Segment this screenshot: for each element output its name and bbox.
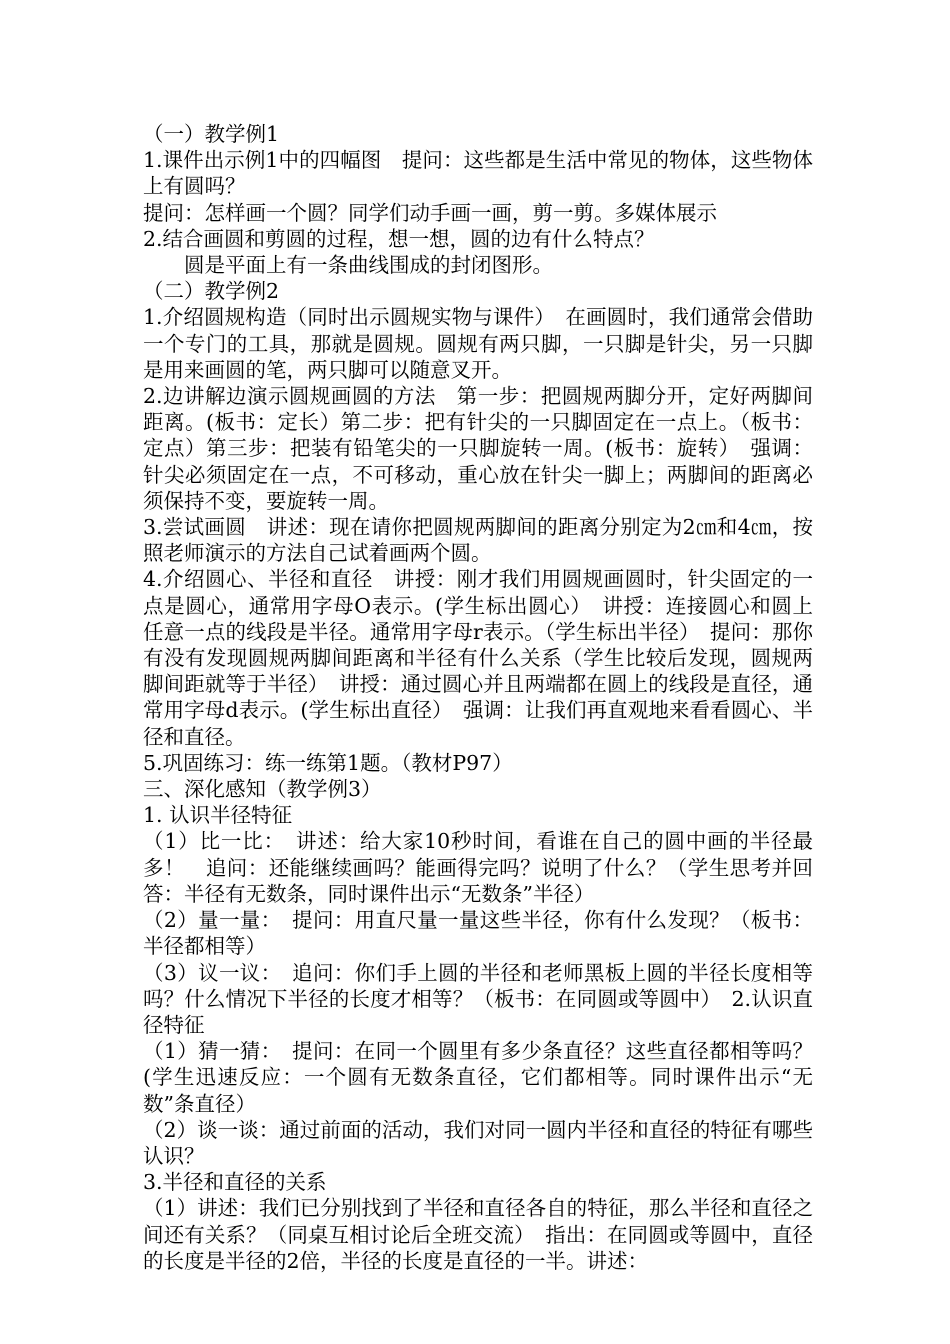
paragraph-center-radius-diameter: 4.介绍圆心、半径和直径 讲授：刚才我们用圆规画圆时，针尖固定的一点是圆心，通常用字母O表示。(学生标出圆心） 讲授：连接圆心和圆上任意一点的线段是半径。通常用字母r表示。（学生标出半径） 提问：那你有没有发现圆规两脚间距离和半径有什么关系（学生比较后发现，圆规两脚间距就等于半径） 讲授：通过圆心并且两端都在圆上的线段是直径，通常用字母d表示。(学生标出直径） 强调：让我们再直观地来看看圆心、半径和直径。 [143, 567, 813, 749]
paragraph-talk: （2）谈一谈：通过前面的活动，我们对同一圆内半径和直径的特征有哪些认识？ [143, 1117, 813, 1168]
paragraph-practice: 5.巩固练习：练一练第1题。（教材P97） [143, 750, 513, 775]
paragraph-relation-explanation: （1）讲述：我们已分别找到了半径和直径各自的特征，那么半径和直径之间还有关系？（同桌互相讨论后全班交流） 指出：在同圆或等圆中，直径的长度是半径的2倍，半径的长度是直径的一半。讲述： [143, 1196, 813, 1273]
paragraph-draw-circle-question: 提问：怎样画一个圆？同学们动手画一画，剪一剪。多媒体展示 [143, 200, 717, 225]
paragraph-compass-method: 2.边讲解边演示圆规画圆的方法 第一步：把圆规两脚分开，定好两脚间距离。(板书：定长）第二步：把有针尖的一只脚固定在一点上。（板书：定点）第三步：把装有铅笔尖的一只脚旋转一周。(板书：旋转） 强调：针尖必须固定在一点，不可移动，重心放在针尖一脚上；两脚间的距离必须保持不变，要旋转一周。 [143, 384, 813, 513]
paragraph-compare: （1）比一比： 讲述：给大家10秒时间，看谁在自己的圆中画的半径最多！ 追问：还能继续画吗？能画得完吗？说明了什么？（学生思考并回答：半径有无数条，同时课件出示“无数条”半径） [143, 829, 813, 906]
heading-radius-features: 1. 认识半径特征 [143, 803, 293, 828]
paragraph-discuss: （3）议一议： 追问：你们手上圆的半径和老师黑板上圆的半径长度相等吗？什么情况下半径的长度才相等？（板书：在同圆或等圆中） 2.认识直径特征 [143, 960, 813, 1037]
paragraph-circle-definition: 圆是平面上有一条曲线围成的封闭图形。 [143, 253, 553, 278]
document-body [143, 121, 813, 1274]
paragraph-guess: （1）猜一猜： 提问：在同一个圆里有多少条直径？这些直径都相等吗？(学生迅速反应：一个圆有无数条直径，它们都相等。同时课件出示“无数”条直径） [143, 1039, 813, 1116]
paragraph-circle-edge-question: 2.结合画圆和剪圆的过程，想一想，圆的边有什么特点？ [143, 226, 655, 251]
heading-example-2: （二）教学例2 [143, 279, 280, 304]
heading-radius-diameter-relation: 3.半径和直径的关系 [143, 1170, 327, 1195]
heading-example-1: （一）教学例1 [143, 122, 280, 146]
paragraph-compass-structure: 1.介绍圆规构造（同时出示圆规实物与课件） 在画圆时，我们通常会借助一个专门的工具，那就是圆规。圆规有两只脚，一只脚是针尖，另一只脚是用来画圆的笔，两只脚可以随意叉开。 [143, 305, 813, 382]
paragraph-try-drawing: 3.尝试画圆 讲述：现在请你把圆规两脚间的距离分别定为2㎝和4㎝，按照老师演示的方法自己试着画两个圆。 [143, 515, 813, 566]
paragraph-courseware-pictures: 1.课件出示例1中的四幅图 提问：这些都是生活中常见的物体，这些物体上有圆吗？ [143, 148, 813, 199]
paragraph-measure: （2）量一量： 提问：用直尺量一量这些半径，你有什么发现？（板书：半径都相等） [143, 908, 813, 959]
heading-deepen-perception: 三、深化感知（教学例3） [143, 777, 382, 802]
